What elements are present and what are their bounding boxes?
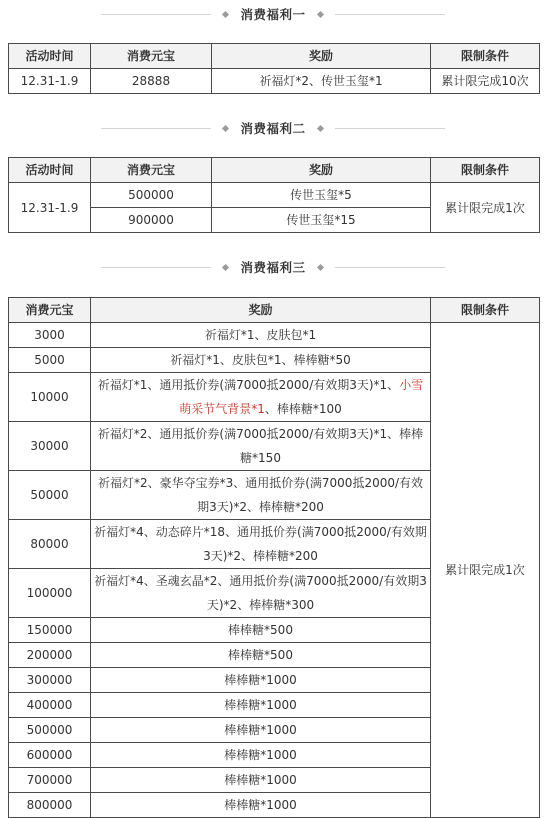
amount-cell: 50000 xyxy=(9,471,91,520)
table-row xyxy=(9,323,540,348)
diamond-icon xyxy=(316,263,323,270)
amount-cell: 5000 xyxy=(9,348,91,373)
amount-cell: 30000 xyxy=(9,422,91,471)
divider xyxy=(101,128,211,129)
reward-cell: 棒棒糖*1000 xyxy=(91,793,431,818)
date-cell: 12.31-1.9 xyxy=(9,69,91,94)
diamond-icon xyxy=(316,124,323,131)
header-cell: 限制条件 xyxy=(431,44,540,69)
reward-cell: 传世玉玺*15 xyxy=(212,208,431,233)
reward-cell xyxy=(91,373,431,422)
amount-cell: 10000 xyxy=(9,373,91,422)
amount-cell: 80000 xyxy=(9,520,91,569)
amount-cell: 100000 xyxy=(9,569,91,618)
reward-cell: 传世玉玺*5 xyxy=(212,183,431,208)
header-cell: 限制条件 xyxy=(431,298,540,323)
amount-cell: 700000 xyxy=(9,768,91,793)
reward-cell: 棒棒糖*1000 xyxy=(91,668,431,693)
limit-cell: 累计限完成10次 xyxy=(431,69,540,94)
header-cell: 消费元宝 xyxy=(91,44,212,69)
reward-cell: 棒棒糖*1000 xyxy=(91,718,431,743)
reward-cell: 棒棒糖*1000 xyxy=(91,693,431,718)
section-title-3 xyxy=(8,257,538,277)
amount-cell: 500000 xyxy=(91,183,212,208)
amount-cell: 200000 xyxy=(9,643,91,668)
reward-cell: 祈福灯*2、豪华夺宝券*3、通用抵价券(满7000抵2000/有效期3天)*2、棒棒糖*200 xyxy=(91,471,431,520)
header-cell: 奖励 xyxy=(212,158,431,183)
reward-cell: 棒棒糖*1000 xyxy=(91,768,431,793)
table-row xyxy=(9,183,540,208)
diamond-icon xyxy=(316,10,323,17)
header-cell: 奖励 xyxy=(212,44,431,69)
amount-cell: 3000 xyxy=(9,323,91,348)
section-title-1 xyxy=(8,4,538,24)
amount-cell: 300000 xyxy=(9,668,91,693)
amount-cell: 150000 xyxy=(9,618,91,643)
table-header-row xyxy=(9,158,540,183)
section-title-text: 消费福利一 xyxy=(240,7,306,22)
reward-cell: 祈福灯*2、传世玉玺*1 xyxy=(212,69,431,94)
reward-text: 、棒棒糖*100 xyxy=(264,402,342,416)
divider xyxy=(101,267,211,268)
reward-cell: 棒棒糖*1000 xyxy=(91,743,431,768)
table-welfare-1 xyxy=(8,43,540,94)
amount-cell: 900000 xyxy=(91,208,212,233)
reward-cell: 祈福灯*1、皮肤包*1、棒棒糖*50 xyxy=(91,348,431,373)
table-welfare-3 xyxy=(8,297,540,818)
table-row xyxy=(9,69,540,94)
header-cell: 奖励 xyxy=(91,298,431,323)
reward-cell: 棒棒糖*500 xyxy=(91,618,431,643)
amount-cell: 400000 xyxy=(9,693,91,718)
section-title-text: 消费福利二 xyxy=(240,121,306,136)
reward-highlight-text: 小雪萌采节气背景*1 xyxy=(179,378,424,416)
header-cell: 活动时间 xyxy=(9,158,91,183)
table-header-row xyxy=(9,298,540,323)
divider xyxy=(335,267,445,268)
limit-cell: 累计限完成1次 xyxy=(431,323,540,818)
divider xyxy=(101,14,211,15)
reward-cell: 祈福灯*4、圣魂玄晶*2、通用抵价券(满7000抵2000/有效期3天)*2、棒棒糖*300 xyxy=(91,569,431,618)
reward-cell: 祈福灯*1、皮肤包*1 xyxy=(91,323,431,348)
header-cell: 活动时间 xyxy=(9,44,91,69)
header-cell: 限制条件 xyxy=(431,158,540,183)
amount-cell: 500000 xyxy=(9,718,91,743)
section-title-text: 消费福利三 xyxy=(240,260,306,275)
table-header-row xyxy=(9,44,540,69)
table-welfare-2 xyxy=(8,157,540,233)
divider xyxy=(335,14,445,15)
reward-cell: 祈福灯*2、通用抵价券(满7000抵2000/有效期3天)*1、棒棒糖*150 xyxy=(91,422,431,471)
diamond-icon xyxy=(222,263,229,270)
diamond-icon xyxy=(222,124,229,131)
divider xyxy=(335,128,445,129)
reward-cell: 祈福灯*4、动态碎片*18、通用抵价券(满7000抵2000/有效期3天)*2、棒棒糖*200 xyxy=(91,520,431,569)
header-cell: 消费元宝 xyxy=(9,298,91,323)
date-cell: 12.31-1.9 xyxy=(9,183,91,233)
diamond-icon xyxy=(222,10,229,17)
amount-cell: 600000 xyxy=(9,743,91,768)
reward-cell: 棒棒糖*500 xyxy=(91,643,431,668)
amount-cell: 28888 xyxy=(91,69,212,94)
limit-cell: 累计限完成1次 xyxy=(431,183,540,233)
section-title-2 xyxy=(8,118,538,138)
header-cell: 消费元宝 xyxy=(91,158,212,183)
reward-text: 祈福灯*1、通用抵价券(满7000抵2000/有效期3天)*1、 xyxy=(97,378,400,392)
amount-cell: 800000 xyxy=(9,793,91,818)
